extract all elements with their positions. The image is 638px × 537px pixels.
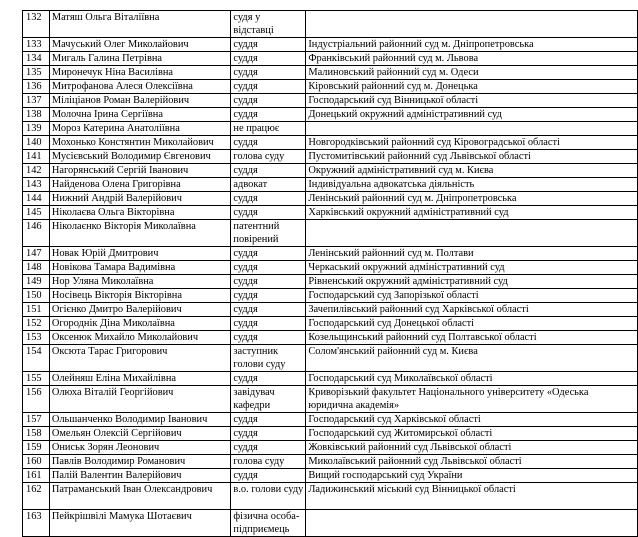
workplace-cell: Господарський суд Житомирської області: [306, 427, 638, 441]
position-line: повірений: [233, 234, 279, 245]
position-line: суддя: [233, 373, 258, 384]
person-name: Митрофанова Алеся Олексіївна: [49, 80, 231, 94]
position-line: суддя: [233, 470, 258, 481]
table-row: [23, 136, 638, 150]
workplace-line: Криворізький факультет Національного університету «Одеська: [308, 387, 589, 398]
row-number: 142: [23, 164, 50, 178]
table-row: [23, 331, 638, 345]
position-cell: [231, 345, 306, 372]
table-row: [23, 469, 638, 483]
position-line: суддя: [233, 332, 258, 343]
position-line: суддя: [233, 318, 258, 329]
workplace-cell: Господарський суд Запорізької області: [306, 289, 638, 303]
workplace-cell: Пустомитівський районний суд Львівської області: [306, 150, 638, 164]
table-row: [23, 11, 638, 38]
workplace-cell: Франківський районний суд м. Львова: [306, 52, 638, 66]
person-name: Павлів Володимир Романович: [49, 455, 231, 469]
position-line: в.о. голови суду: [233, 484, 304, 495]
position-line: суддя: [233, 290, 258, 301]
row-number: 147: [23, 247, 50, 261]
position-cell: [231, 206, 306, 220]
table-row: [23, 206, 638, 220]
position-cell: [231, 303, 306, 317]
workplace-cell: Миколаївський районний суд Львівської області: [306, 455, 638, 469]
position-cell: [231, 80, 306, 94]
table-row: [23, 220, 638, 247]
position-cell: [231, 150, 306, 164]
workplace-cell: Малиновський районний суд м. Одеси: [306, 66, 638, 80]
table-row: [23, 275, 638, 289]
workplace-cell: Вищий господарський суд України: [306, 469, 638, 483]
table-row: [23, 455, 638, 469]
position-line: відставці: [233, 25, 274, 36]
position-cell: [231, 261, 306, 275]
table-row: [23, 38, 638, 52]
position-cell: [231, 289, 306, 303]
workplace-cell: [306, 386, 638, 413]
row-number: 133: [23, 38, 50, 52]
row-number: 132: [23, 11, 50, 38]
position-cell: [231, 122, 306, 136]
person-name: Оксенюк Михайло Миколайович: [49, 331, 231, 345]
row-number: 153: [23, 331, 50, 345]
lawyers-table: [22, 10, 638, 537]
person-name: Новікова Тамара Вадимівна: [49, 261, 231, 275]
position-line: заступник: [233, 346, 279, 357]
workplace-cell: [306, 510, 638, 537]
table-row: [23, 52, 638, 66]
table-row: [23, 345, 638, 372]
person-name: Мороз Катерина Анатоліївна: [49, 122, 231, 136]
row-number: 159: [23, 441, 50, 455]
position-cell: [231, 192, 306, 206]
position-cell: [231, 413, 306, 427]
table-row: [23, 80, 638, 94]
workplace-cell: Новгородківський районний суд Кіровоградської області: [306, 136, 638, 150]
person-name: Міліціанов Роман Валерійович: [49, 94, 231, 108]
workplace-cell: Зачепилівський районний суд Харківської області: [306, 303, 638, 317]
position-cell: [231, 164, 306, 178]
table-row: [23, 510, 638, 537]
person-name: Оксюта Тарас Григорович: [49, 345, 231, 372]
position-line: суддя: [233, 95, 258, 106]
position-line: завідувач: [233, 387, 275, 398]
person-name: Огієнко Дмитро Валерійович: [49, 303, 231, 317]
position-line: суддя: [233, 67, 258, 78]
person-name: Нор Уляна Миколаївна: [49, 275, 231, 289]
table-row: [23, 94, 638, 108]
position-line: суддя: [233, 81, 258, 92]
position-cell: [231, 469, 306, 483]
row-number: 146: [23, 220, 50, 247]
position-line: суддя: [233, 193, 258, 204]
position-line: фізична особа-: [233, 511, 300, 522]
workplace-cell: Рівненський окружний адміністративний суд: [306, 275, 638, 289]
position-line: патентний: [233, 221, 280, 232]
position-line: суддя: [233, 39, 258, 50]
row-number: 149: [23, 275, 50, 289]
person-name: Огороднік Діна Миколаївна: [49, 317, 231, 331]
person-name: Патраманський Іван Олександрович: [49, 483, 231, 510]
workplace-cell: [306, 220, 638, 247]
person-name: Найденова Олена Григорівна: [49, 178, 231, 192]
position-line: суддя: [233, 262, 258, 273]
position-cell: [231, 108, 306, 122]
table-body: [23, 11, 638, 537]
workplace-line: юридична академія»: [308, 400, 400, 411]
person-name: Нагорянський Сергій Іванович: [49, 164, 231, 178]
table-row: [23, 427, 638, 441]
position-line: підприємець: [233, 524, 290, 535]
position-cell: [231, 372, 306, 386]
workplace-cell: Господарський суд Вінницької області: [306, 94, 638, 108]
person-name: Молочна Ірина Сергіївна: [49, 108, 231, 122]
position-cell: [231, 52, 306, 66]
position-cell: [231, 247, 306, 261]
person-name: Ольшанченко Володимир Іванович: [49, 413, 231, 427]
row-number: 139: [23, 122, 50, 136]
table-row: [23, 386, 638, 413]
row-number: 140: [23, 136, 50, 150]
workplace-cell: Ладижинський міський суд Вінницької області: [306, 483, 638, 510]
position-cell: [231, 441, 306, 455]
position-cell: [231, 38, 306, 52]
row-number: 163: [23, 510, 50, 537]
person-name: Ніколаєва Ольга Вікторівна: [49, 206, 231, 220]
row-number: 135: [23, 66, 50, 80]
table-row: [23, 247, 638, 261]
row-number: 155: [23, 372, 50, 386]
position-cell: [231, 136, 306, 150]
workplace-cell: Господарський суд Миколаївської області: [306, 372, 638, 386]
position-line: голови суду: [233, 359, 286, 370]
row-number: 152: [23, 317, 50, 331]
position-cell: [231, 11, 306, 38]
row-number: 162: [23, 483, 50, 510]
position-cell: [231, 455, 306, 469]
position-line: суддя: [233, 207, 258, 218]
workplace-cell: [306, 122, 638, 136]
table-row: [23, 303, 638, 317]
position-cell: [231, 386, 306, 413]
workplace-cell: Жовківський районний суд Львівської області: [306, 441, 638, 455]
person-name: Палій Валентин Валерійович: [49, 469, 231, 483]
row-number: 148: [23, 261, 50, 275]
person-name: Миронечук Ніна Василівна: [49, 66, 231, 80]
workplace-cell: Ленінський районний суд м. Дніпропетровська: [306, 192, 638, 206]
table-row: [23, 192, 638, 206]
position-cell: [231, 483, 306, 510]
row-number: 160: [23, 455, 50, 469]
row-number: 141: [23, 150, 50, 164]
workplace-cell: Господарський суд Донецької області: [306, 317, 638, 331]
workplace-cell: [306, 11, 638, 38]
position-line: голова суду: [233, 151, 285, 162]
table-row: [23, 372, 638, 386]
person-name: Олюха Віталій Георгійович: [49, 386, 231, 413]
position-line: суддя: [233, 165, 258, 176]
table-row: [23, 483, 638, 510]
workplace-cell: Ленінський районний суд м. Полтави: [306, 247, 638, 261]
row-number: 150: [23, 289, 50, 303]
row-number: 134: [23, 52, 50, 66]
workplace-cell: Черкаський окружний адміністративний суд: [306, 261, 638, 275]
workplace-cell: Донецький окружний адміністративний суд: [306, 108, 638, 122]
row-number: 144: [23, 192, 50, 206]
table-row: [23, 317, 638, 331]
workplace-cell: Козельщинський районний суд Полтавської області: [306, 331, 638, 345]
position-line: голова суду: [233, 456, 285, 467]
row-number: 143: [23, 178, 50, 192]
row-number: 158: [23, 427, 50, 441]
table-row: [23, 413, 638, 427]
position-cell: [231, 331, 306, 345]
table-row: [23, 122, 638, 136]
position-cell: [231, 178, 306, 192]
workplace-cell: Харківський окружний адміністративний суд: [306, 206, 638, 220]
position-cell: [231, 94, 306, 108]
workplace-cell: Господарський суд Харківської області: [306, 413, 638, 427]
position-cell: [231, 317, 306, 331]
position-line: суддя: [233, 304, 258, 315]
row-number: 138: [23, 108, 50, 122]
position-cell: [231, 275, 306, 289]
position-cell: [231, 220, 306, 247]
person-name: Мохонько Констянтин Миколайович: [49, 136, 231, 150]
table-row: [23, 261, 638, 275]
person-name: Нижний Андрій Валерійович: [49, 192, 231, 206]
position-line: суддя: [233, 137, 258, 148]
row-number: 154: [23, 345, 50, 372]
position-line: кафедри: [233, 400, 271, 411]
table-row: [23, 178, 638, 192]
workplace-cell: Індивідуальна адвокатська діяльність: [306, 178, 638, 192]
person-name: Новак Юрій Дмитрович: [49, 247, 231, 261]
position-line: не працює: [233, 123, 280, 134]
position-line: суддя: [233, 248, 258, 259]
row-number: 136: [23, 80, 50, 94]
person-name: Олейняш Еліна Михайлівна: [49, 372, 231, 386]
person-name: Мачуський Олег Миколайович: [49, 38, 231, 52]
row-number: 161: [23, 469, 50, 483]
position-line: судя у: [233, 12, 261, 23]
person-name: Носівець Вікторія Вікторівна: [49, 289, 231, 303]
position-line: суддя: [233, 53, 258, 64]
table-row: [23, 108, 638, 122]
position-line: суддя: [233, 442, 258, 453]
workplace-cell: Солом'янський районний суд м. Києва: [306, 345, 638, 372]
workplace-cell: Кіровський районний суд м. Донецька: [306, 80, 638, 94]
person-name: Ніколаєнко Вікторія Миколаївна: [49, 220, 231, 247]
row-number: 145: [23, 206, 50, 220]
table-row: [23, 66, 638, 80]
position-line: суддя: [233, 414, 258, 425]
table-row: [23, 150, 638, 164]
row-number: 156: [23, 386, 50, 413]
table-row: [23, 441, 638, 455]
person-name: Ониськ Зорян Леонович: [49, 441, 231, 455]
person-name: Матяш Ольга Віталіївна: [49, 11, 231, 38]
person-name: Мигаль Галина Петрівна: [49, 52, 231, 66]
row-number: 157: [23, 413, 50, 427]
person-name: Пейкрішвілі Мамука Шотаєвич: [49, 510, 231, 537]
table-row: [23, 164, 638, 178]
workplace-cell: Індустріальний районний суд м. Дніпропетровська: [306, 38, 638, 52]
person-name: Омельян Олексій Сергійович: [49, 427, 231, 441]
row-number: 137: [23, 94, 50, 108]
position-cell: [231, 66, 306, 80]
person-name: Мусієвський Володимир Євгенович: [49, 150, 231, 164]
position-cell: [231, 510, 306, 537]
position-line: суддя: [233, 276, 258, 287]
position-line: суддя: [233, 109, 258, 120]
position-line: суддя: [233, 428, 258, 439]
table-row: [23, 289, 638, 303]
row-number: 151: [23, 303, 50, 317]
position-line: адвокат: [233, 179, 268, 190]
position-cell: [231, 427, 306, 441]
workplace-cell: Окружний адміністративний суд м. Києва: [306, 164, 638, 178]
